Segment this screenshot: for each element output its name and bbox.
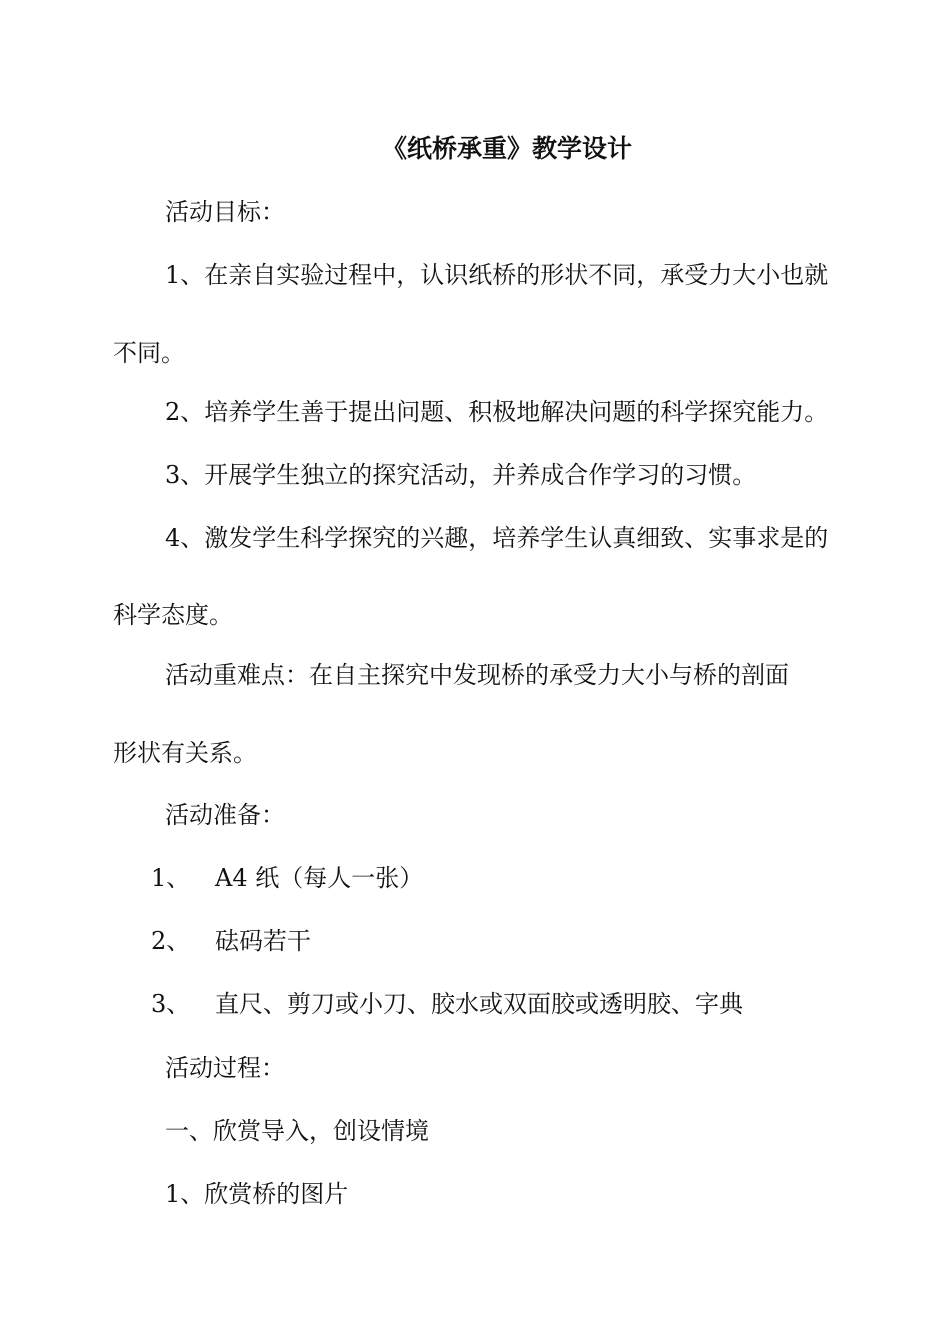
section-heading-1: 一、欣赏导入，创设情境	[165, 1117, 429, 1145]
preparation-item-number: 2、	[151, 927, 191, 955]
objective-2: 2、培养学生善于提出问题、积极地解决问题的科学探究能力。	[165, 398, 829, 426]
process-heading: 活动过程：	[165, 1054, 285, 1082]
step-1: 1、欣赏桥的图片	[165, 1180, 349, 1208]
key-points-line-1: 活动重难点：在自主探究中发现桥的承受力大小与桥的剖面	[165, 661, 789, 689]
preparation-item-text: A4 纸（每人一张）	[215, 864, 424, 892]
preparation-item-text: 直尺、剪刀或小刀、胶水或双面胶或透明胶、字典	[215, 990, 743, 1018]
objectives-heading: 活动目标：	[165, 198, 285, 226]
preparation-item-text: 砝码若干	[215, 927, 311, 955]
document-title: 《纸桥承重》教学设计	[382, 134, 633, 163]
objective-4-line-2: 科学态度。	[113, 601, 233, 629]
preparation-item-3	[151, 990, 743, 1018]
objective-1-line-1: 1、在亲自实验过程中，认识纸桥的形状不同，承受力大小也就	[165, 261, 829, 289]
preparation-item-number: 3、	[151, 990, 191, 1018]
objective-3: 3、开展学生独立的探究活动，并养成合作学习的习惯。	[165, 461, 757, 489]
preparation-item-1	[151, 864, 423, 892]
preparation-item-2	[151, 927, 311, 955]
preparation-item-number: 1、	[151, 864, 191, 892]
objective-4-line-1: 4、激发学生科学探究的兴趣，培养学生认真细致、实事求是的	[165, 524, 829, 552]
key-points-line-2: 形状有关系。	[113, 739, 257, 767]
objective-1-line-2: 不同。	[113, 339, 185, 367]
preparation-heading: 活动准备：	[165, 801, 285, 829]
